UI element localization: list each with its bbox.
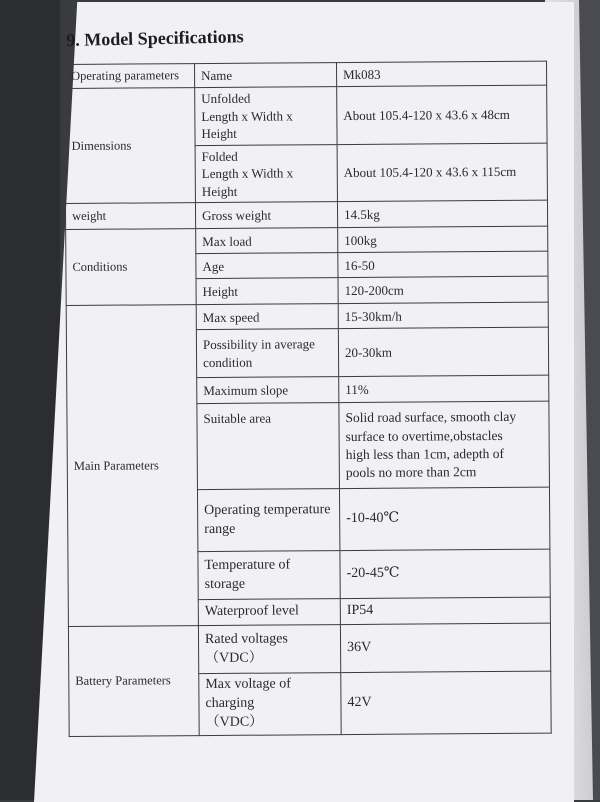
label-line: Possibility in average bbox=[202, 336, 315, 353]
category-cell: Conditions bbox=[66, 229, 197, 306]
value-cell: -20-45℃ bbox=[340, 549, 550, 598]
value-cell: -10-40℃ bbox=[339, 487, 549, 550]
table-row bbox=[65, 200, 547, 229]
label-line: range bbox=[204, 521, 236, 537]
label-cell: Gross weight bbox=[195, 202, 337, 229]
value-line: surface to overtime,obstacles bbox=[345, 427, 503, 444]
value-cell bbox=[339, 401, 550, 488]
label-line: Operating temperature bbox=[204, 502, 331, 518]
value-cell: IP54 bbox=[340, 597, 550, 624]
label-line: （VDC） bbox=[205, 714, 264, 731]
label-line: condition bbox=[203, 354, 253, 370]
value-cell: 42V bbox=[341, 671, 551, 734]
label-line: Length x Width x Height bbox=[201, 165, 294, 199]
header-cell: Mk083 bbox=[336, 61, 546, 86]
label-cell: Max speed bbox=[196, 304, 338, 330]
value-cell: About 105.4-120 x 43.6 x 48cm bbox=[337, 85, 547, 144]
label-line: Unfolded bbox=[201, 90, 251, 107]
label-cell: Age bbox=[196, 253, 338, 279]
label-cell bbox=[195, 87, 337, 146]
category-cell: Main Parameters bbox=[66, 305, 198, 627]
label-line: Max voltage of charging bbox=[205, 676, 291, 712]
table-row bbox=[68, 623, 550, 674]
value-cell: 36V bbox=[340, 623, 550, 672]
label-cell: Max load bbox=[196, 228, 338, 254]
label-cell: Suitable area bbox=[197, 403, 340, 490]
table-row bbox=[65, 61, 547, 88]
label-line: Folded bbox=[201, 148, 238, 164]
label-cell bbox=[199, 673, 341, 736]
table-row bbox=[66, 302, 548, 330]
section-title: 9. Model Specifications bbox=[66, 26, 244, 50]
label-cell bbox=[197, 489, 339, 552]
value-cell: 15-30km/h bbox=[338, 302, 548, 328]
value-line: Solid road surface, smooth clay bbox=[345, 409, 517, 426]
spec-table bbox=[64, 61, 552, 737]
value-cell: 14.5kg bbox=[337, 200, 547, 227]
label-cell: Rated voltages（VDC） bbox=[198, 625, 340, 674]
category-cell: Battery Parameters bbox=[68, 626, 199, 737]
label-cell: Waterproof level bbox=[198, 599, 340, 626]
value-cell: 120-200cm bbox=[338, 276, 548, 303]
value-cell: 20-30km bbox=[338, 327, 548, 376]
value-cell: 16-50 bbox=[338, 251, 548, 277]
value-cell: About 105.4-120 x 43.6 x 115cm bbox=[337, 143, 547, 202]
label-cell bbox=[196, 329, 338, 378]
value-line: high less than 1cm, adepth of bbox=[345, 445, 504, 462]
label-line: Length x Width x Height bbox=[201, 107, 293, 142]
header-cell: Operating parameters bbox=[65, 64, 195, 89]
value-line: pools no more than 2cm bbox=[345, 464, 477, 480]
table-row bbox=[65, 85, 547, 146]
label-cell: Temperature of storage bbox=[198, 551, 340, 600]
header-cell: Name bbox=[195, 63, 337, 88]
category-cell: Dimensions bbox=[65, 88, 196, 204]
category-cell: weight bbox=[65, 203, 195, 230]
label-cell: Maximum slope bbox=[197, 377, 339, 404]
value-cell: 100kg bbox=[338, 226, 548, 252]
label-cell bbox=[195, 144, 337, 203]
label-cell: Height bbox=[196, 278, 338, 305]
table-row bbox=[66, 226, 548, 254]
value-cell: 11% bbox=[339, 375, 549, 402]
